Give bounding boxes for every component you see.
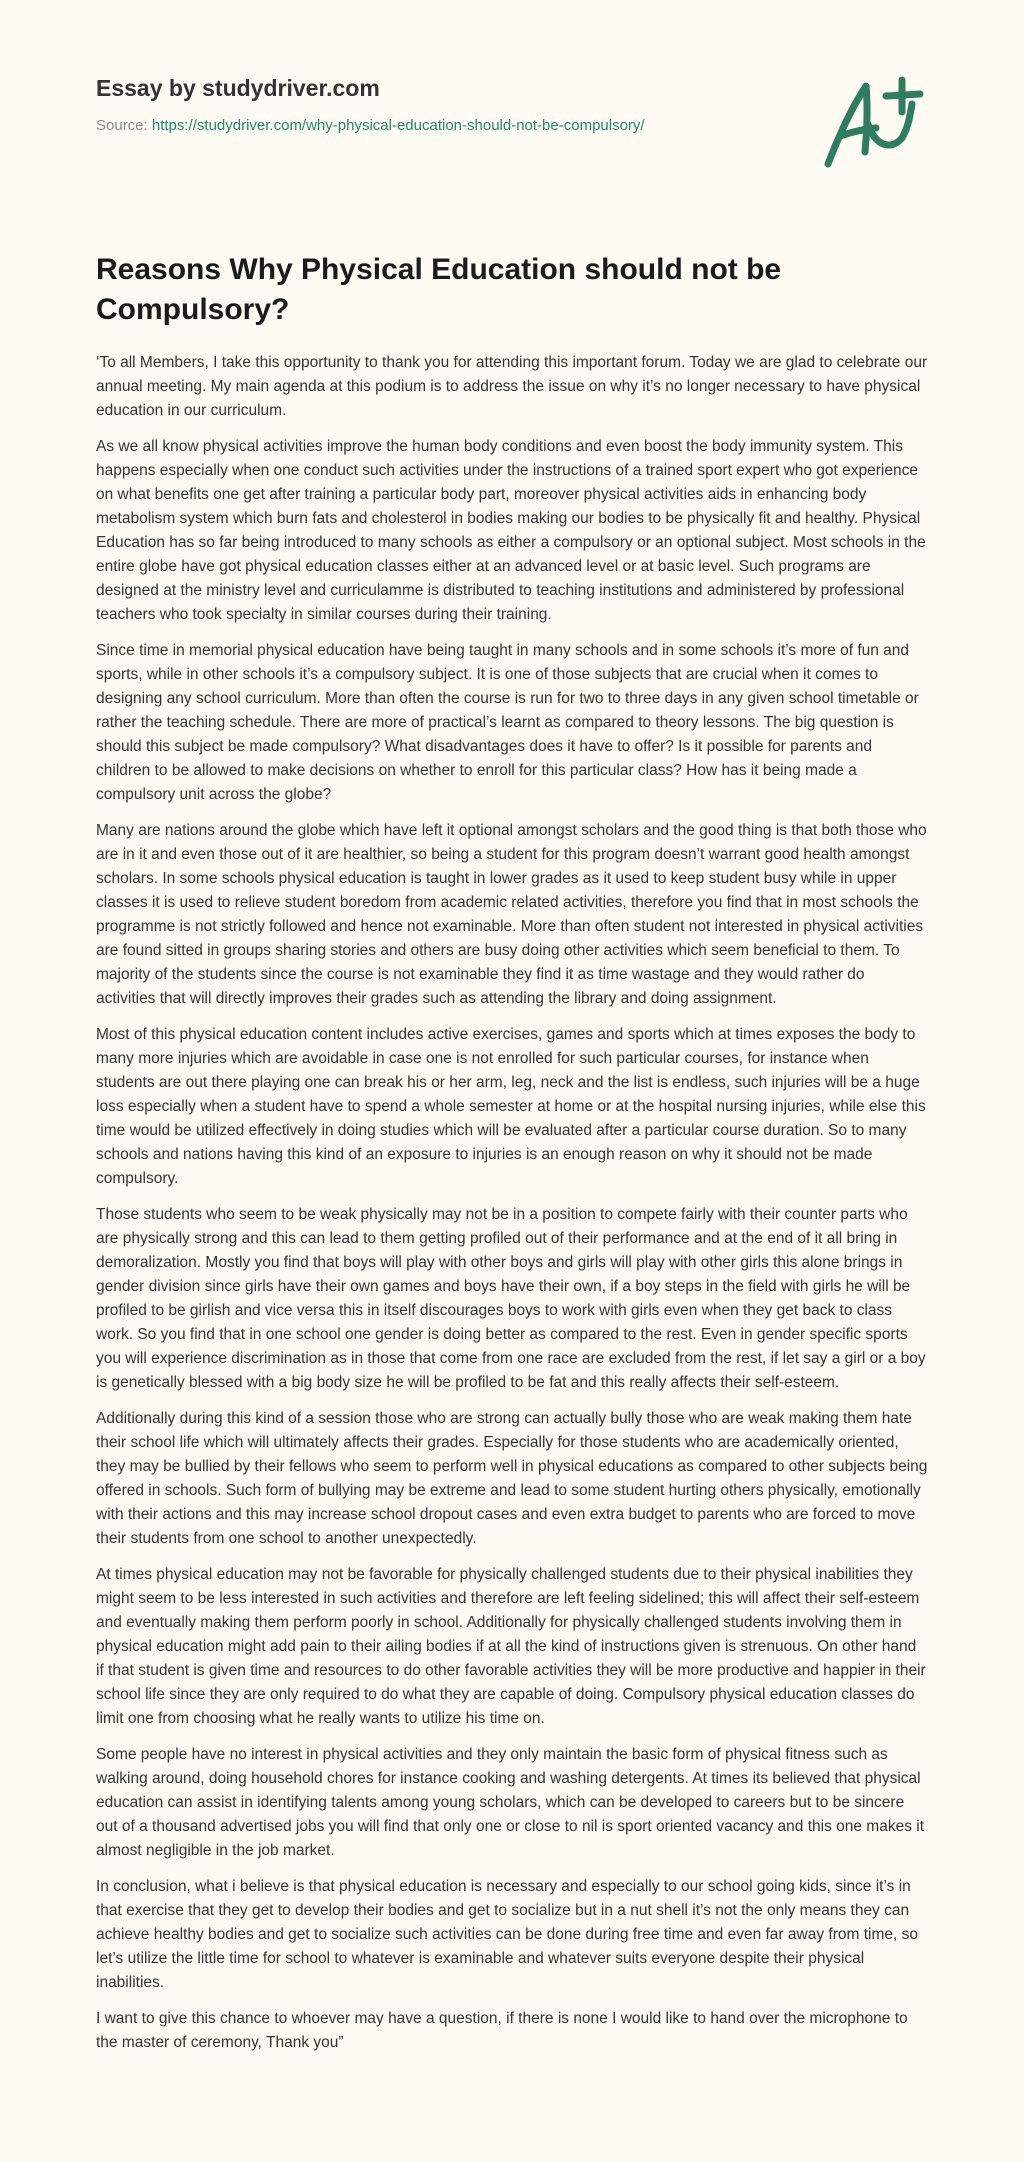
essay-title: Reasons Why Physical Education should not be Compulsory? xyxy=(96,253,782,326)
essay-paragraph: I want to give this chance to whoever may have a question, if there is none I would like to hand over the microphone to the master of ceremony, Thank you” xyxy=(96,2010,908,2051)
essay-paragraph: Most of this physical education content includes active exercises, games and sports which at times exposes the body to many more injuries which are avoidable in case one is not enrolled for such particular courses, for instance when students are out there playing one can break his or her arm, leg, neck and the list is endless, such injuries will be a huge loss especially when a student have to spend a whole semester at home or at the hospital nursing injuries, while else this time would be utilized effectively in doing studies which will be evaluated after a particular course duration. So to many schools and nations having this kind of an exposure to injuries is an enough reason on why it should not be made compulsory. xyxy=(96,1026,926,1187)
essay-paragraph: ‘To all Members, I take this opportunity to thank you for attending this important forum. Today we are glad to celebrate our annual meeting. My main agenda at this podium is to address the issue on why it’s no longer necessary to have physical education in our curriculum. xyxy=(96,354,928,419)
brand-title: Essay by studydriver.com xyxy=(96,75,380,101)
essay-paragraph: Some people have no interest in physical activities and they only maintain the basic form of physical fitness such as walking around, doing household chores for instance cooking and washing detergents. At times its believed that physical education can assist in identifying talents among young scholars, which can be developed to careers but to be sincere out of a thousand advertised jobs you will find that only one or close to nil is sport oriented vacancy and this one makes it almost negligible in the job market. xyxy=(96,1746,925,1859)
essay-paragraph: At times physical education may not be favorable for physically challenged students due to their physical inabilities they might seem to be less interested in such activities and therefore are left feeling sidelined; this will affect their self-esteem and eventually making them perform poorly in school. Additionally for physically challenged students involving them in physical education might add pain to their ailing bodies if at all the kind of instructions given is strenuous. On other hand if that student is given time and resources to do other favorable activities they will be more productive and happier in their school life since they are only required to do what they are capable of doing. Compulsory physical education classes do limit one from choosing what he really wants to utilize his time on. xyxy=(96,1566,926,1727)
essay-paragraph: Since time in memorial physical education have being taught in many schools and in some schools it’s more of fun and sports, while in other schools it’s a compulsory subject. It is one of those subjects that are crucial when it comes to designing any school curriculum. More than often the course is run for two to three days in any given school timetable or rather the teaching schedule. There are more of practical’s learnt as compared to theory lessons. The big question is should this subject be made compulsory? What disadvantages does it have to offer? Is it possible for parents and children to be allowed to make decisions on whether to enroll for this particular class? How has it being made a compulsory unit across the globe? xyxy=(96,642,919,803)
source-label: Source: xyxy=(96,117,152,134)
a-plus-logo-icon xyxy=(820,72,928,172)
essay-paragraph: Additionally during this kind of a session those who are strong can actually bully those who are weak making them hate their school life which will ultimately affects their grades. Especially for those students who are academically oriented, they may be bullied by their fellows who seem to perform well in physical educations as compared to other subjects being offered in schools. Such form of bullying may be extreme and lead to some student hurting others physically, emotionally with their actions and this may increase school dropout cases and even extra budget to parents who are forced to move their students from one school to another unexpectedly. xyxy=(96,1410,928,1547)
essay-paragraph: As we all know physical activities improve the human body conditions and even boost the body immunity system. This happens especially when one conduct such activities under the instructions of a trained sport expert who got experience on what benefits one get after training a particular body part, moreover physical activities aids in enhancing body metabolism system which burn fats and cholesterol in bodies making our bodies to be physically fit and healthy. Physical Education has so far being introduced to many schools as either a compulsory or an optional subject. Most schools in the entire globe have got physical education classes either at an advanced level or at basic level. Such programs are designed at the ministry level and curriculamme is distributed to teaching institutions and administered by professional teachers who took specialty in similar courses during their training. xyxy=(96,438,926,623)
source-link[interactable]: https://studydriver.com/why-physical-education-should-not-be-compulsory/ xyxy=(151,117,645,134)
essay-paragraph: Those students who seem to be weak physically may not be in a position to compete fairly with their counter parts who are physically strong and this can lead to them getting profiled out of their performance and at the end of it all bring in demoralization. Mostly you find that boys will play with other boys and girls will play with other girls this alone brings in gender division since girls have their own games and boys have their own, if a boy steps in the field with girls he will be profiled to be girlish and vice versa this in itself discourages boys to work with girls even when they get back to class work. So you find that in one school one gender is doing better as compared to the rest. Even in gender specific sports you will experience discrimination as in those that come from one race are excluded from the rest, if let say a girl or a boy is genetically blessed with a big body size he will be profiled to be fat and this really affects their self-esteem. xyxy=(96,1206,926,1391)
source-line xyxy=(96,116,928,136)
document-header xyxy=(96,72,928,182)
essay-paragraph: Many are nations around the globe which have left it optional amongst scholars and the good thing is that both those who are in it and even those out of it are healthier, so being a student for this program doesn’t warrant good health amongst scholars. In some schools physical education is taught in lower grades as it used to keep student busy while in upper classes it is used to relieve student boredom from academic related activities, therefore you find that in most schools the programme is not strictly followed and hence not examinable. More than often student not interested in physical activities are found sitted in groups sharing stories and others are busy doing other activities which seem beneficial to them. To majority of the students since the course is not examinable they find it as time wastage and they would rather do activities that will directly improves their grades such as attending the library and doing assignment. xyxy=(96,822,927,1007)
essay-content xyxy=(96,250,928,2067)
essay-paragraph: In conclusion, what i believe is that physical education is necessary and especially to our school going kids, since it’s in that exercise that they get to develop their bodies and get to socialize but in a nut shell it’s not the only means they can achieve healthy bodies and get to socialize such activities can be done during free time and even far away from time, so let’s utilize the little time for school to whatever is examinable and whatever suits everyone despite their physical inabilities. xyxy=(96,1878,918,1991)
